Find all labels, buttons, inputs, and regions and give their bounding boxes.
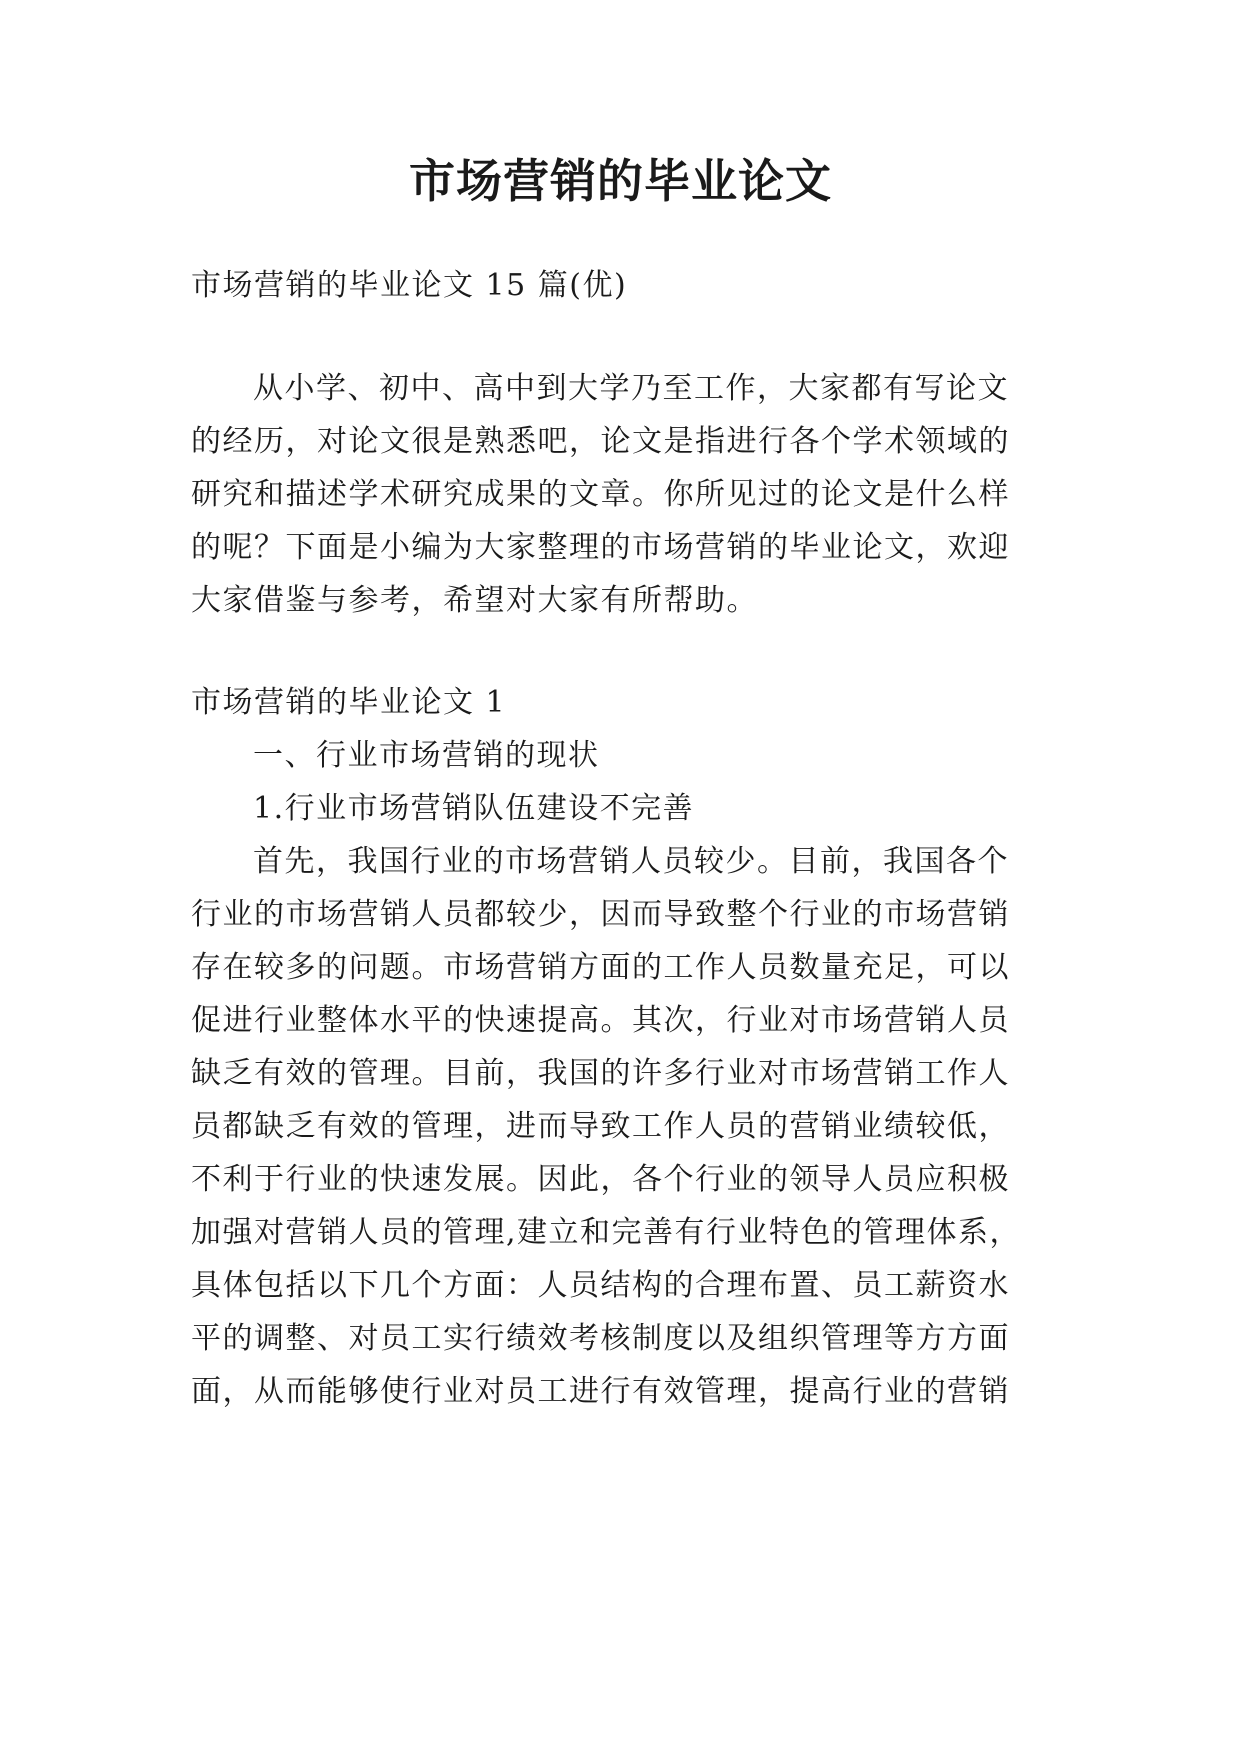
intro-line: 的经历，对论文很是熟悉吧，论文是指进行各个学术领域的 xyxy=(191,424,1010,459)
document-title: 市场营销的毕业论文 xyxy=(409,154,832,208)
body-line: 加强对营销人员的管理,建立和完善有行业特色的管理体系， xyxy=(191,1215,1022,1250)
intro-line: 从小学、初中、高中到大学乃至工作，大家都有写论文 xyxy=(253,371,1009,406)
body-line: 具体包括以下几个方面：人员结构的合理布置、员工薪资水 xyxy=(191,1268,1010,1303)
body-line: 促进行业整体水平的快速提高。其次，行业对市场营销人员 xyxy=(191,1003,1010,1038)
body-line: 首先，我国行业的市场营销人员较少。目前，我国各个 xyxy=(253,844,1009,879)
subsection-heading: 1.行业市场营销队伍建设不完善 xyxy=(253,791,695,826)
body-line: 存在较多的问题。市场营销方面的工作人员数量充足，可以 xyxy=(191,950,1010,985)
body-line: 缺乏有效的管理。目前，我国的许多行业对市场营销工作人 xyxy=(191,1056,1010,1091)
intro-line: 研究和描述学术研究成果的文章。你所见过的论文是什么样 xyxy=(191,477,1010,512)
body-line: 行业的市场营销人员都较少，因而导致整个行业的市场营销 xyxy=(191,897,1010,932)
intro-line: 大家借鉴与参考，希望对大家有所帮助。 xyxy=(191,583,758,618)
document-subtitle: 市场营销的毕业论文 15 篇(优) xyxy=(191,268,628,303)
body-line: 平的调整、对员工实行绩效考核制度以及组织管理等方方面 xyxy=(191,1321,1010,1356)
section-title: 市场营销的毕业论文 1 xyxy=(191,685,507,720)
intro-line: 的呢？下面是小编为大家整理的市场营销的毕业论文，欢迎 xyxy=(191,530,1010,565)
body-line: 不利于行业的快速发展。因此，各个行业的领导人员应积极 xyxy=(191,1162,1010,1197)
body-line: 员都缺乏有效的管理，进而导致工作人员的营销业绩较低， xyxy=(191,1109,1010,1144)
body-line: 面，从而能够使行业对员工进行有效管理，提高行业的营销 xyxy=(191,1374,1010,1409)
section-heading: 一、行业市场营销的现状 xyxy=(253,738,600,773)
